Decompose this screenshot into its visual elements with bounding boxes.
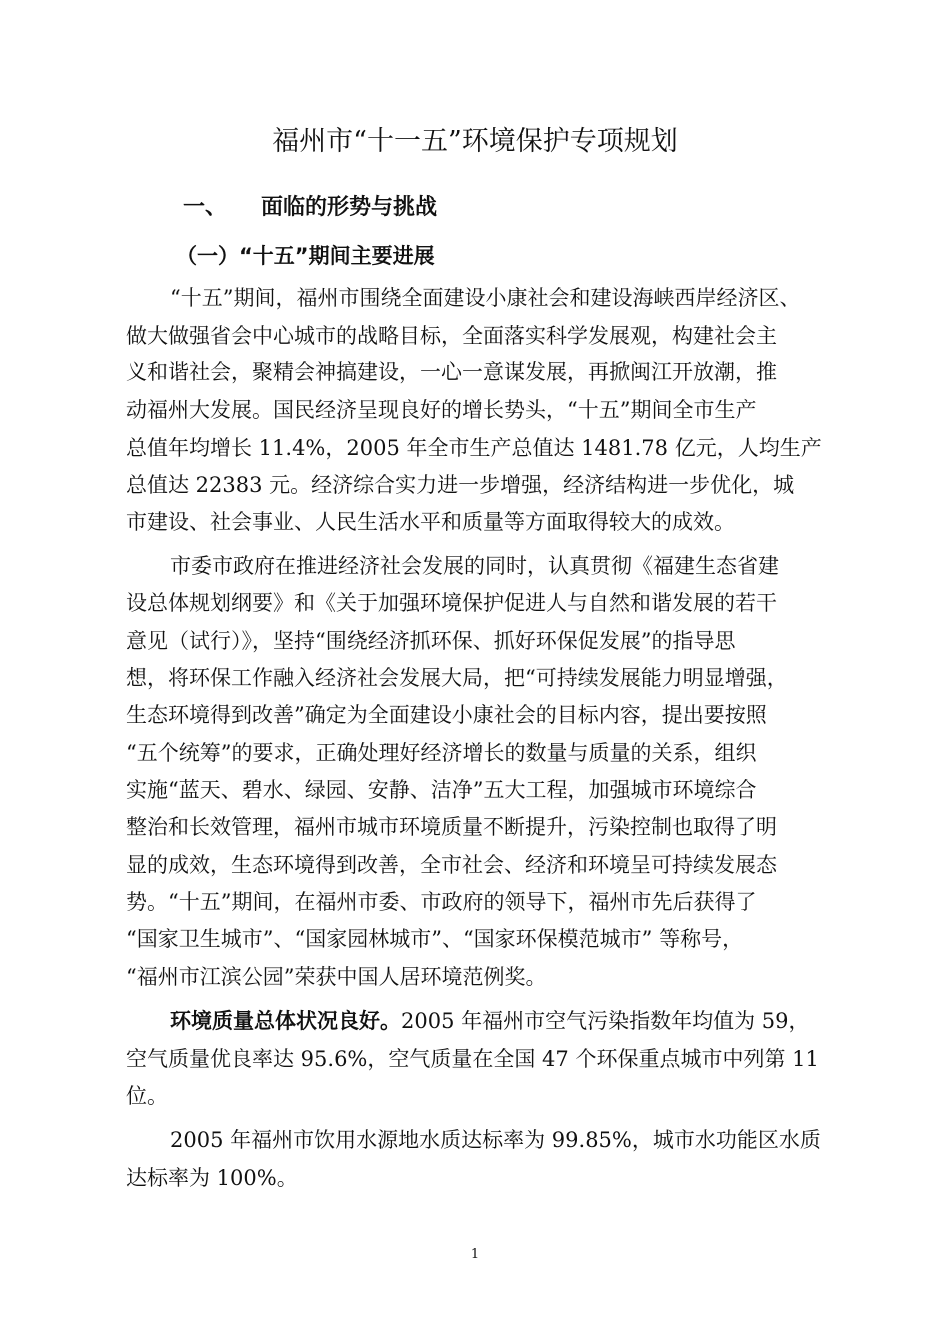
paragraph-3-line bbox=[170, 1005, 810, 1037]
paragraph-2-line: 显的成效，生态环境得到改善，全市社会、经济和环境呈可持续发展态 bbox=[126, 853, 777, 877]
document-title: 福州市“十一五”环境保护专项规划 bbox=[272, 126, 678, 157]
paragraph-2-line: 意见（试行）》，坚持“围绕经济抓环保、抓好环保促发展”的指导思 bbox=[126, 629, 736, 653]
paragraph-1-line: 做大做强省会中心城市的战略目标，全面落实科学发展观，构建社会主 bbox=[126, 324, 777, 348]
section-heading-1 bbox=[183, 191, 437, 225]
section-number: 一、 bbox=[183, 195, 228, 220]
paragraph-1-line: 市建设、社会事业、人民生活水平和质量等方面取得较大的成效。 bbox=[126, 510, 735, 534]
paragraph-1-line: 动福州大发展。国民经济呈现良好的增长势头，“十五”期间全市生产 bbox=[126, 398, 757, 422]
paragraph-2-line: “福州市江滨公园”荣获中国人居环境范例奖。 bbox=[126, 965, 547, 989]
page-number: 1 bbox=[470, 1247, 480, 1262]
section-title: 面临的形势与挑战 bbox=[261, 195, 438, 220]
paragraph-1-line: 总值达 22383 元。经济综合实力进一步增强，经济结构进一步优化，城 bbox=[126, 473, 795, 497]
paragraph-3-bold-lead: 环境质量总体状况良好。 bbox=[170, 1009, 401, 1033]
paragraph-2-line: 实施“蓝天、碧水、绿园、安静、洁净”五大工程，加强城市环境综合 bbox=[126, 778, 757, 802]
paragraph-1-line: “十五”期间，福州市围绕全面建设小康社会和建设海峡西岸经济区、 bbox=[170, 286, 801, 310]
paragraph-4-line: 2005 年福州市饮用水源地水质达标率为 99.85%，城市水功能区水质 bbox=[170, 1128, 821, 1152]
paragraph-2-line: 设总体规划纲要》和《关于加强环境保护促进人与自然和谐发展的若干 bbox=[126, 591, 777, 615]
paragraph-2-line: 整治和长效管理，福州市城市环境质量不断提升，污染控制也取得了明 bbox=[126, 815, 777, 839]
subsection-heading-1: （一）“十五”期间主要进展 bbox=[176, 244, 435, 268]
paragraph-3-line: 空气质量优良率达 95.6%，空气质量在全国 47 个环保重点城市中列第 11 bbox=[126, 1047, 819, 1071]
paragraph-2-line: “五个统筹”的要求，正确处理好经济增长的数量与质量的关系，组织 bbox=[126, 741, 757, 765]
paragraph-2-line: 想，将环保工作融入经济社会发展大局，把“可持续发展能力明显增强， bbox=[126, 666, 788, 690]
paragraph-3-lead-rest: 2005 年福州市空气污染指数年均值为 59， bbox=[401, 1009, 810, 1033]
paragraph-2-line: 势。“十五”期间，在福州市委、市政府的领导下，福州市先后获得了 bbox=[126, 890, 757, 914]
paragraph-2-line: 生态环境得到改善”确定为全面建设小康社会的目标内容，提出要按照 bbox=[126, 703, 767, 727]
paragraph-4-line: 达标率为 100%。 bbox=[126, 1166, 298, 1190]
paragraph-1-line: 总值年均增长 11.4%，2005 年全市生产总值达 1481.78 亿元，人均生产 bbox=[126, 436, 822, 460]
paragraph-3-line: 位。 bbox=[126, 1084, 168, 1108]
paragraph-2-line: 市委市政府在推进经济社会发展的同时，认真贯彻《福建生态省建 bbox=[170, 554, 779, 578]
paragraph-2-line: “国家卫生城市”、“国家园林城市”、“国家环保模范城市” 等称号， bbox=[126, 927, 744, 951]
paragraph-1-line: 义和谐社会，聚精会神搞建设，一心一意谋发展，再掀闽江开放潮，推 bbox=[126, 360, 777, 384]
